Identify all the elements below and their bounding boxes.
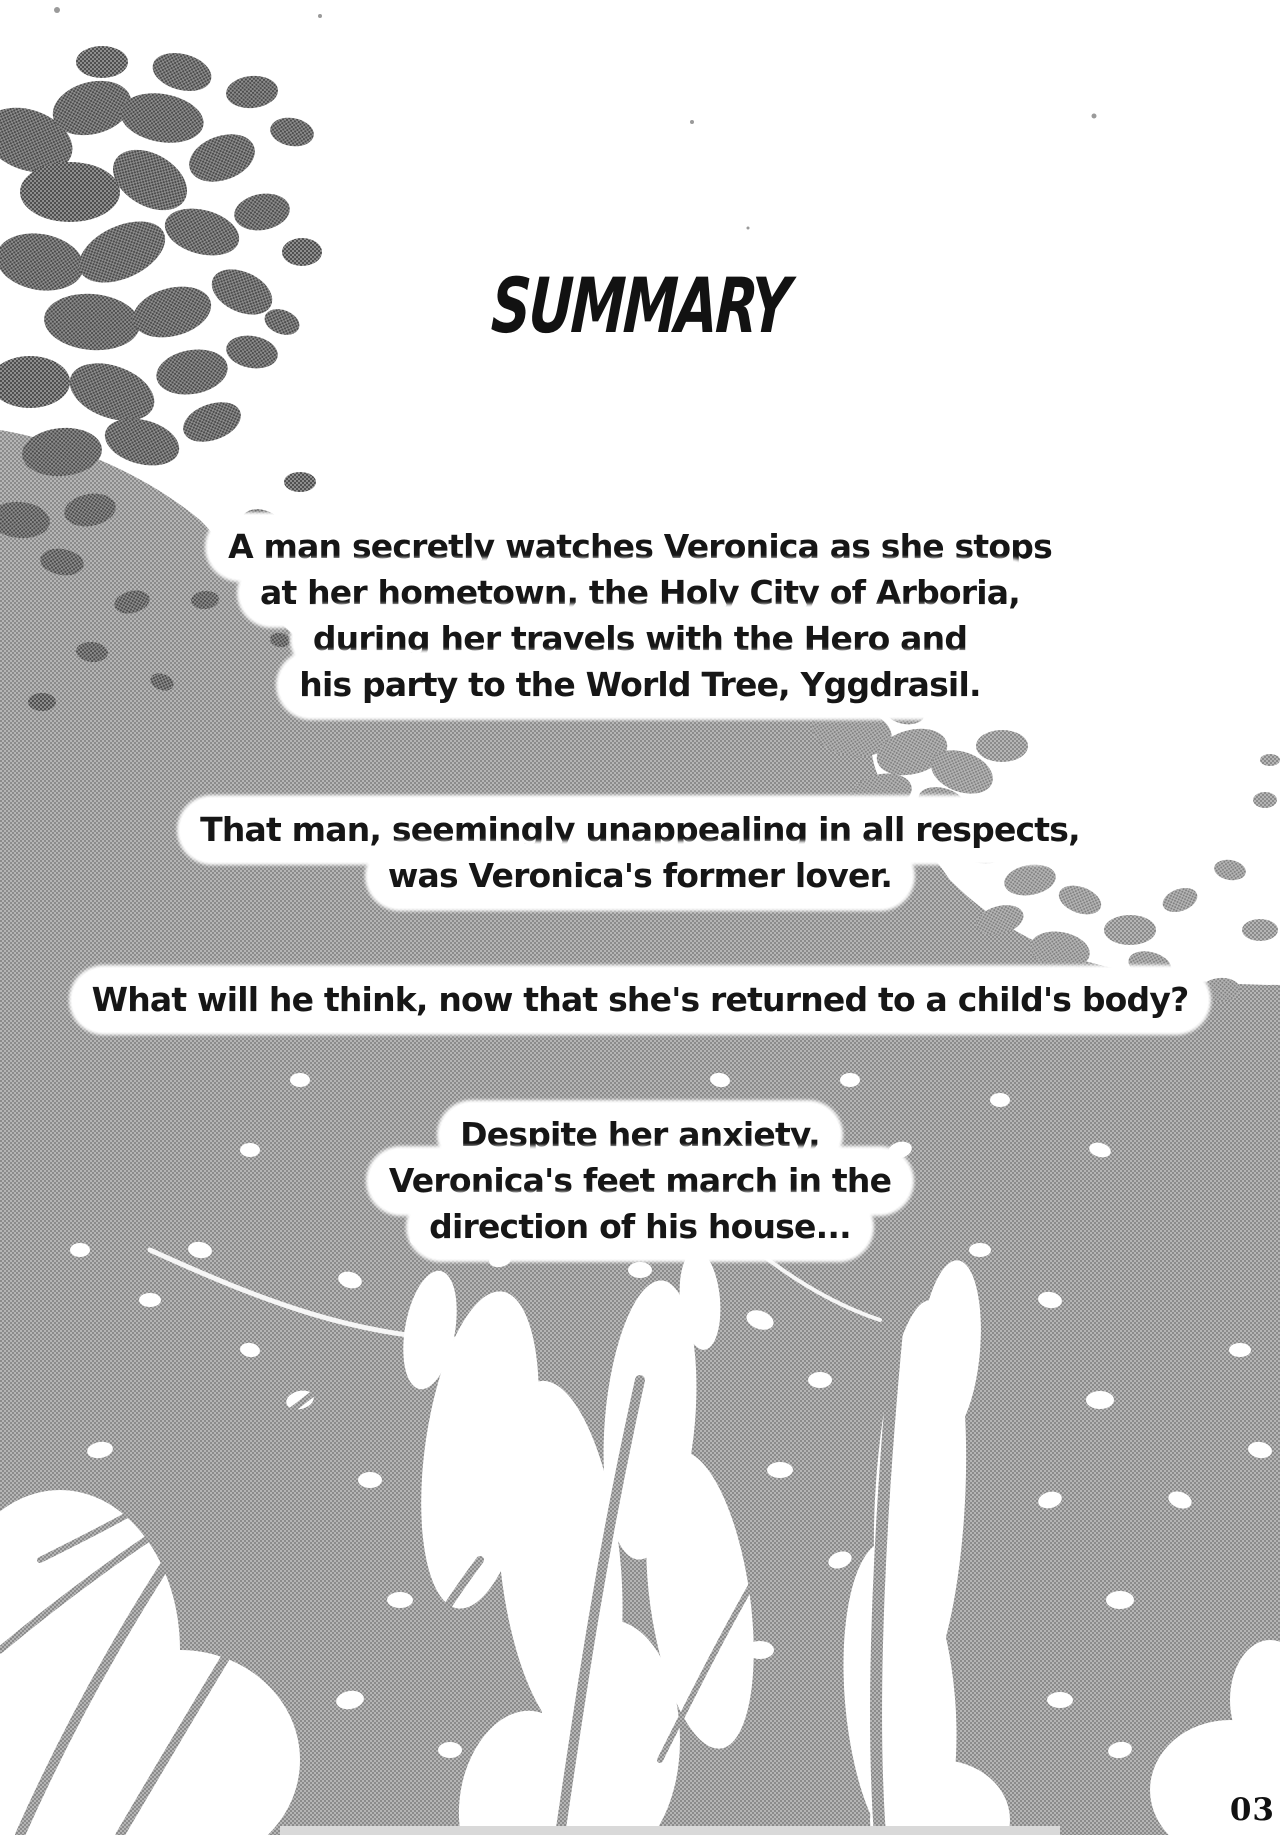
paper-specks <box>54 7 1097 230</box>
summary-text-line: What will he think, now that she's returned to a child's body? <box>84 980 1197 1020</box>
page-number: 03 <box>1229 1792 1275 1828</box>
summary-text-line: during her travels with the Hero and <box>305 619 975 659</box>
page-title: SUMMARY <box>489 261 791 350</box>
summary-text-line: was Veronica's former lover. <box>380 856 900 896</box>
summary-paragraph-3 <box>0 980 1280 1026</box>
summary-text-line: A man secretly watches Veronica as she stops <box>220 527 1060 567</box>
summary-text-line: direction of his house... <box>421 1207 859 1247</box>
summary-paragraph-1 <box>0 527 1280 711</box>
summary-paragraph-2 <box>0 810 1280 902</box>
summary-text-line: at her hometown, the Holy City of Arboria, <box>252 573 1028 613</box>
summary-text-line: Despite her anxiety, <box>452 1115 828 1155</box>
bottom-edge-strip <box>280 1826 1060 1835</box>
summary-paragraph-4 <box>0 1115 1280 1253</box>
summary-text-line: his party to the World Tree, Yggdrasil. <box>291 665 988 705</box>
summary-text-line: Veronica's feet march in the <box>381 1161 899 1201</box>
summary-text-line: That man, seemingly unappealing in all respects, <box>192 810 1088 850</box>
